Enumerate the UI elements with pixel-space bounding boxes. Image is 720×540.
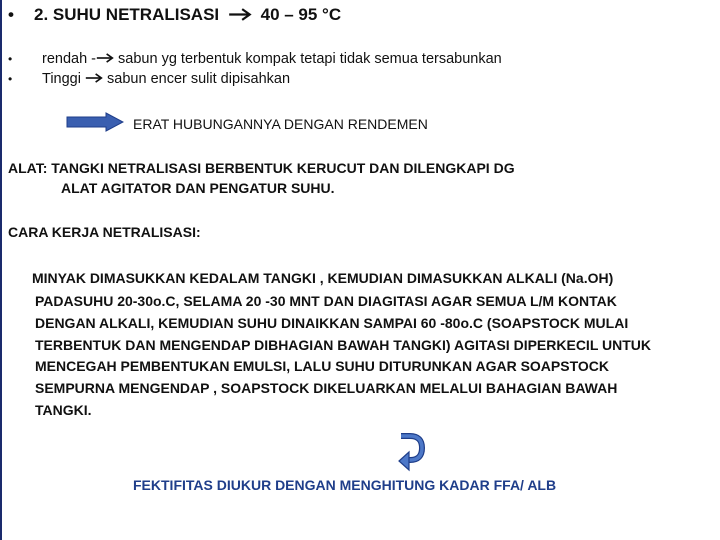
bullet-item-low [8, 51, 502, 67]
right-arrow-icon [96, 51, 114, 67]
alat-line-2: ALAT AGITATOR DAN PENGATUR SUHU. [61, 180, 335, 196]
bullet-icon: • [8, 72, 13, 86]
bullet-icon: • [8, 52, 13, 66]
bullet-item-high [8, 71, 290, 87]
block-arrow-icon [66, 112, 124, 132]
cara-line-7: TANGKI. [35, 402, 92, 418]
temperature-range: 40 – 95 °C [260, 5, 342, 24]
cara-line-4: TERBENTUK DAN MENGENDAP DIBHAGIAN BAWAH TANGKI) AGITASI DIPERKECIL UNTUK [35, 337, 652, 353]
cara-kerja-heading: CARA KERJA NETRALISASI: [8, 224, 201, 240]
cara-line-3: DENGAN ALKALI, KEMUDIAN SUHU DINAIKKAN SAMPAI 60 -80o.C (SOAPSTOCK MULAI [35, 315, 629, 331]
cara-line-1: MINYAK DIMASUKKAN KEDALAM TANGKI , KEMUDIAN DIMASUKKAN ALKALI (Na.OH) [32, 270, 614, 286]
bullet-text: sabun encer sulit dipisahkan [107, 71, 291, 87]
cara-line-6: SEMPURNA MENGENDAP , SOAPSTOCK DIKELUARKAN MELALUI BAHAGIAN BAWAH [35, 380, 618, 396]
bullet-prefix: rendah - [42, 51, 97, 67]
slide-left-border [0, 0, 2, 540]
right-arrow-icon [228, 5, 252, 25]
alat-line-1: ALAT: TANGKI NETRALISASI BERBENTUK KERUCUT DAN DILENGKAPI DG [8, 160, 515, 176]
right-arrow-icon [85, 71, 103, 87]
effectiveness-note: FEKTIFITAS DIUKUR DENGAN MENGHITUNG KADAR FFA/ ALB [133, 477, 557, 493]
curved-arrow-icon [396, 432, 426, 474]
slide-title [8, 5, 341, 25]
title-bullet: • [8, 5, 14, 24]
title-text: 2. SUHU NETRALISASI [34, 5, 220, 24]
bullet-prefix: Tinggi [42, 71, 81, 87]
cara-line-5: MENCEGAH PEMBENTUKAN EMULSI, LALU SUHU DITURUNKAN AGAR SOAPSTOCK [35, 358, 610, 374]
relation-text: ERAT HUBUNGANNYA DENGAN RENDEMEN [133, 116, 428, 132]
bullet-text: sabun yg terbentuk kompak tetapi tidak semua tersabunkan [118, 51, 502, 67]
cara-line-2: PADASUHU 20-30o.C, SELAMA 20 -30 MNT DAN DIAGITASI AGAR SEMUA L/M KONTAK [35, 293, 617, 309]
